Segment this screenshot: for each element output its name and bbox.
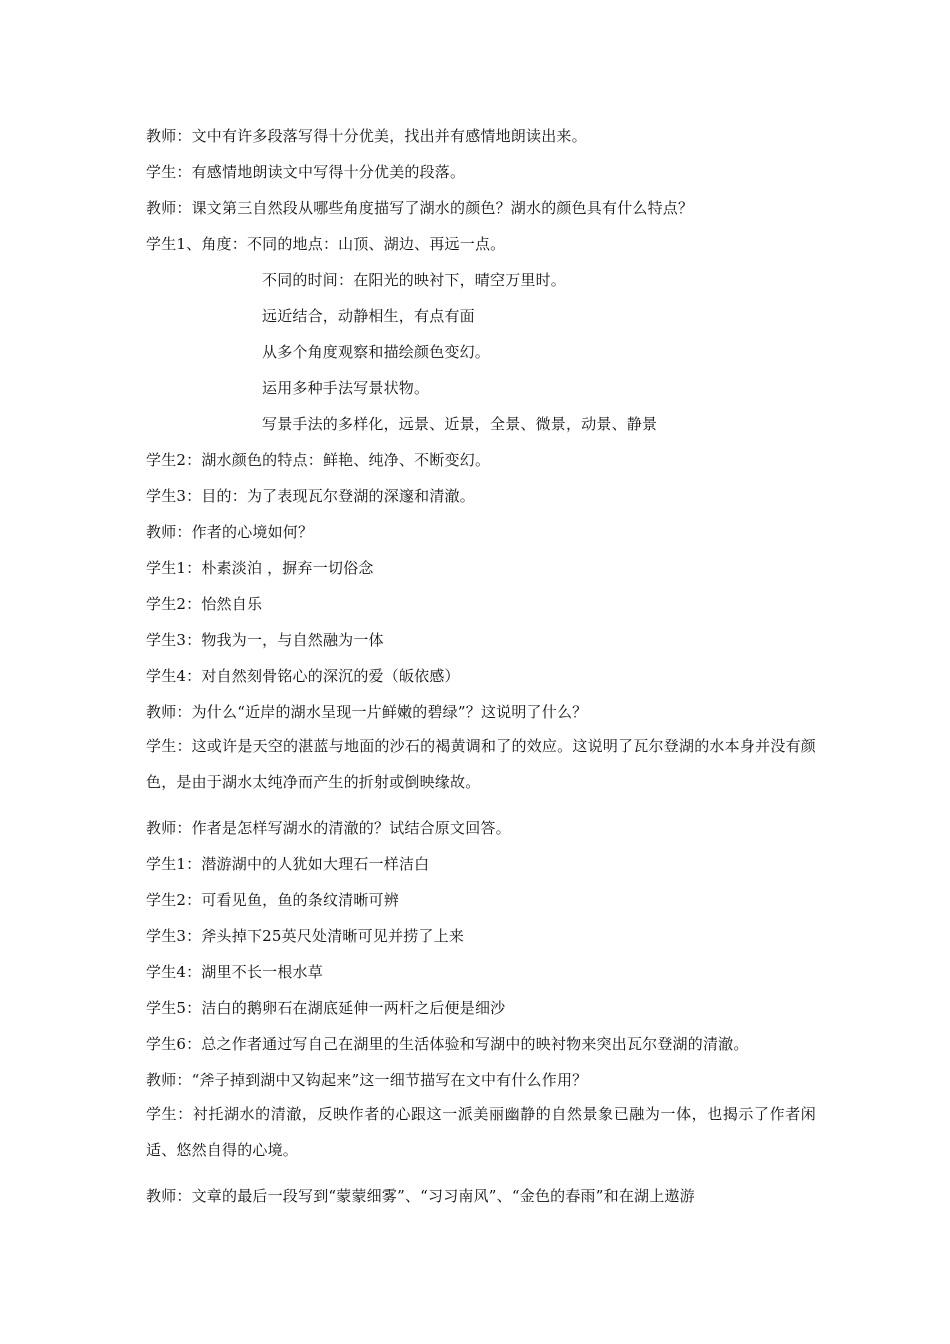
student-4-clarity-line: 学生4：湖里不长一根水草 xyxy=(146,963,323,981)
student-green-answer: 学生：这或许是天空的湛蓝与地面的沙石的褐黄调和了的效应。这说明了瓦尔登湖的水本身并没有颜色，是由于湖水太纯净而产生的折射或倒映缘故。 xyxy=(146,737,816,791)
teacher-clarity-question: 教师：作者是怎样写湖水的清澈的？试结合原文回答。 xyxy=(146,819,511,837)
student-5-clarity-line: 学生5：洁白的鹅卵石在湖底延伸一两杆之后便是细沙 xyxy=(146,999,506,1017)
teacher-line-2: 教师：课文第三自然段从哪些角度描写了湖水的颜色？湖水的颜色具有什么特点？ xyxy=(146,199,694,217)
student-1-angle-line: 学生1、角度：不同的地点：山顶、湖边、再远一点。 xyxy=(146,235,506,253)
student-axe-answer: 学生：衬托湖水的清澈，反映作者的心跟这一派美丽幽静的自然景象已融为一体，也揭示了作者闲适、悠然自得的心境。 xyxy=(146,1105,816,1159)
indented-line-color: 从多个角度观察和描绘颜色变幻。 xyxy=(262,343,491,361)
teacher-mood-question: 教师：作者的心境如何？ xyxy=(146,523,314,541)
teacher-line-1: 教师：文中有许多段落写得十分优美，找出并有感情地朗读出来。 xyxy=(146,127,587,145)
teacher-green-question: 教师：为什么“近岸的湖水呈现一片鲜嫩的碧绿”？这说明了什么？ xyxy=(146,703,588,721)
indented-line-methods: 运用多种手法写景状物。 xyxy=(262,379,430,397)
student-1-mood-line: 学生1：朴素淡泊 ，摒弃一切俗念 xyxy=(146,559,374,577)
teacher-final-paragraph-question: 教师：文章的最后一段写到“蒙蒙细雾”、“习习南风”、“金色的春雨”和在湖上遨游 xyxy=(146,1187,695,1205)
student-line-1: 学生：有感情地朗读文中写得十分优美的段落。 xyxy=(146,163,466,181)
teacher-axe-question: 教师：“斧子掉到湖中又钩起来”这一细节描写在文中有什么作用？ xyxy=(146,1071,588,1089)
indented-line-distance: 远近结合，动静相生，有点有面 xyxy=(262,307,475,325)
student-2-color-line: 学生2：湖水颜色的特点：鲜艳、纯净、不断变幻。 xyxy=(146,451,491,469)
student-1-clarity-line: 学生1：潜游湖中的人犹如大理石一样洁白 xyxy=(146,855,430,873)
student-6-clarity-line: 学生6：总之作者通过写自己在湖里的生活体验和写湖中的映衬物来突出瓦尔登湖的清澈。 xyxy=(146,1035,749,1053)
student-2-clarity-line: 学生2：可看见鱼，鱼的条纹清晰可辨 xyxy=(146,891,399,909)
indented-line-scenery: 写景手法的多样化，远景、近景，全景、微景，动景、静景 xyxy=(262,415,658,433)
indented-line-time: 不同的时间：在阳光的映衬下，晴空万里时。 xyxy=(262,271,567,289)
student-4-mood-line: 学生4：对自然刻骨铭心的深沉的爱（皈依感） xyxy=(146,667,460,685)
student-2-mood-line: 学生2：怡然自乐 xyxy=(146,595,263,613)
student-3-purpose-line: 学生3：目的：为了表现瓦尔登湖的深邃和清澈。 xyxy=(146,487,475,505)
student-3-mood-line: 学生3：物我为一，与自然融为一体 xyxy=(146,631,384,649)
student-3-clarity-line: 学生3：斧头掉下25英尺处清晰可见并捞了上来 xyxy=(146,927,465,945)
